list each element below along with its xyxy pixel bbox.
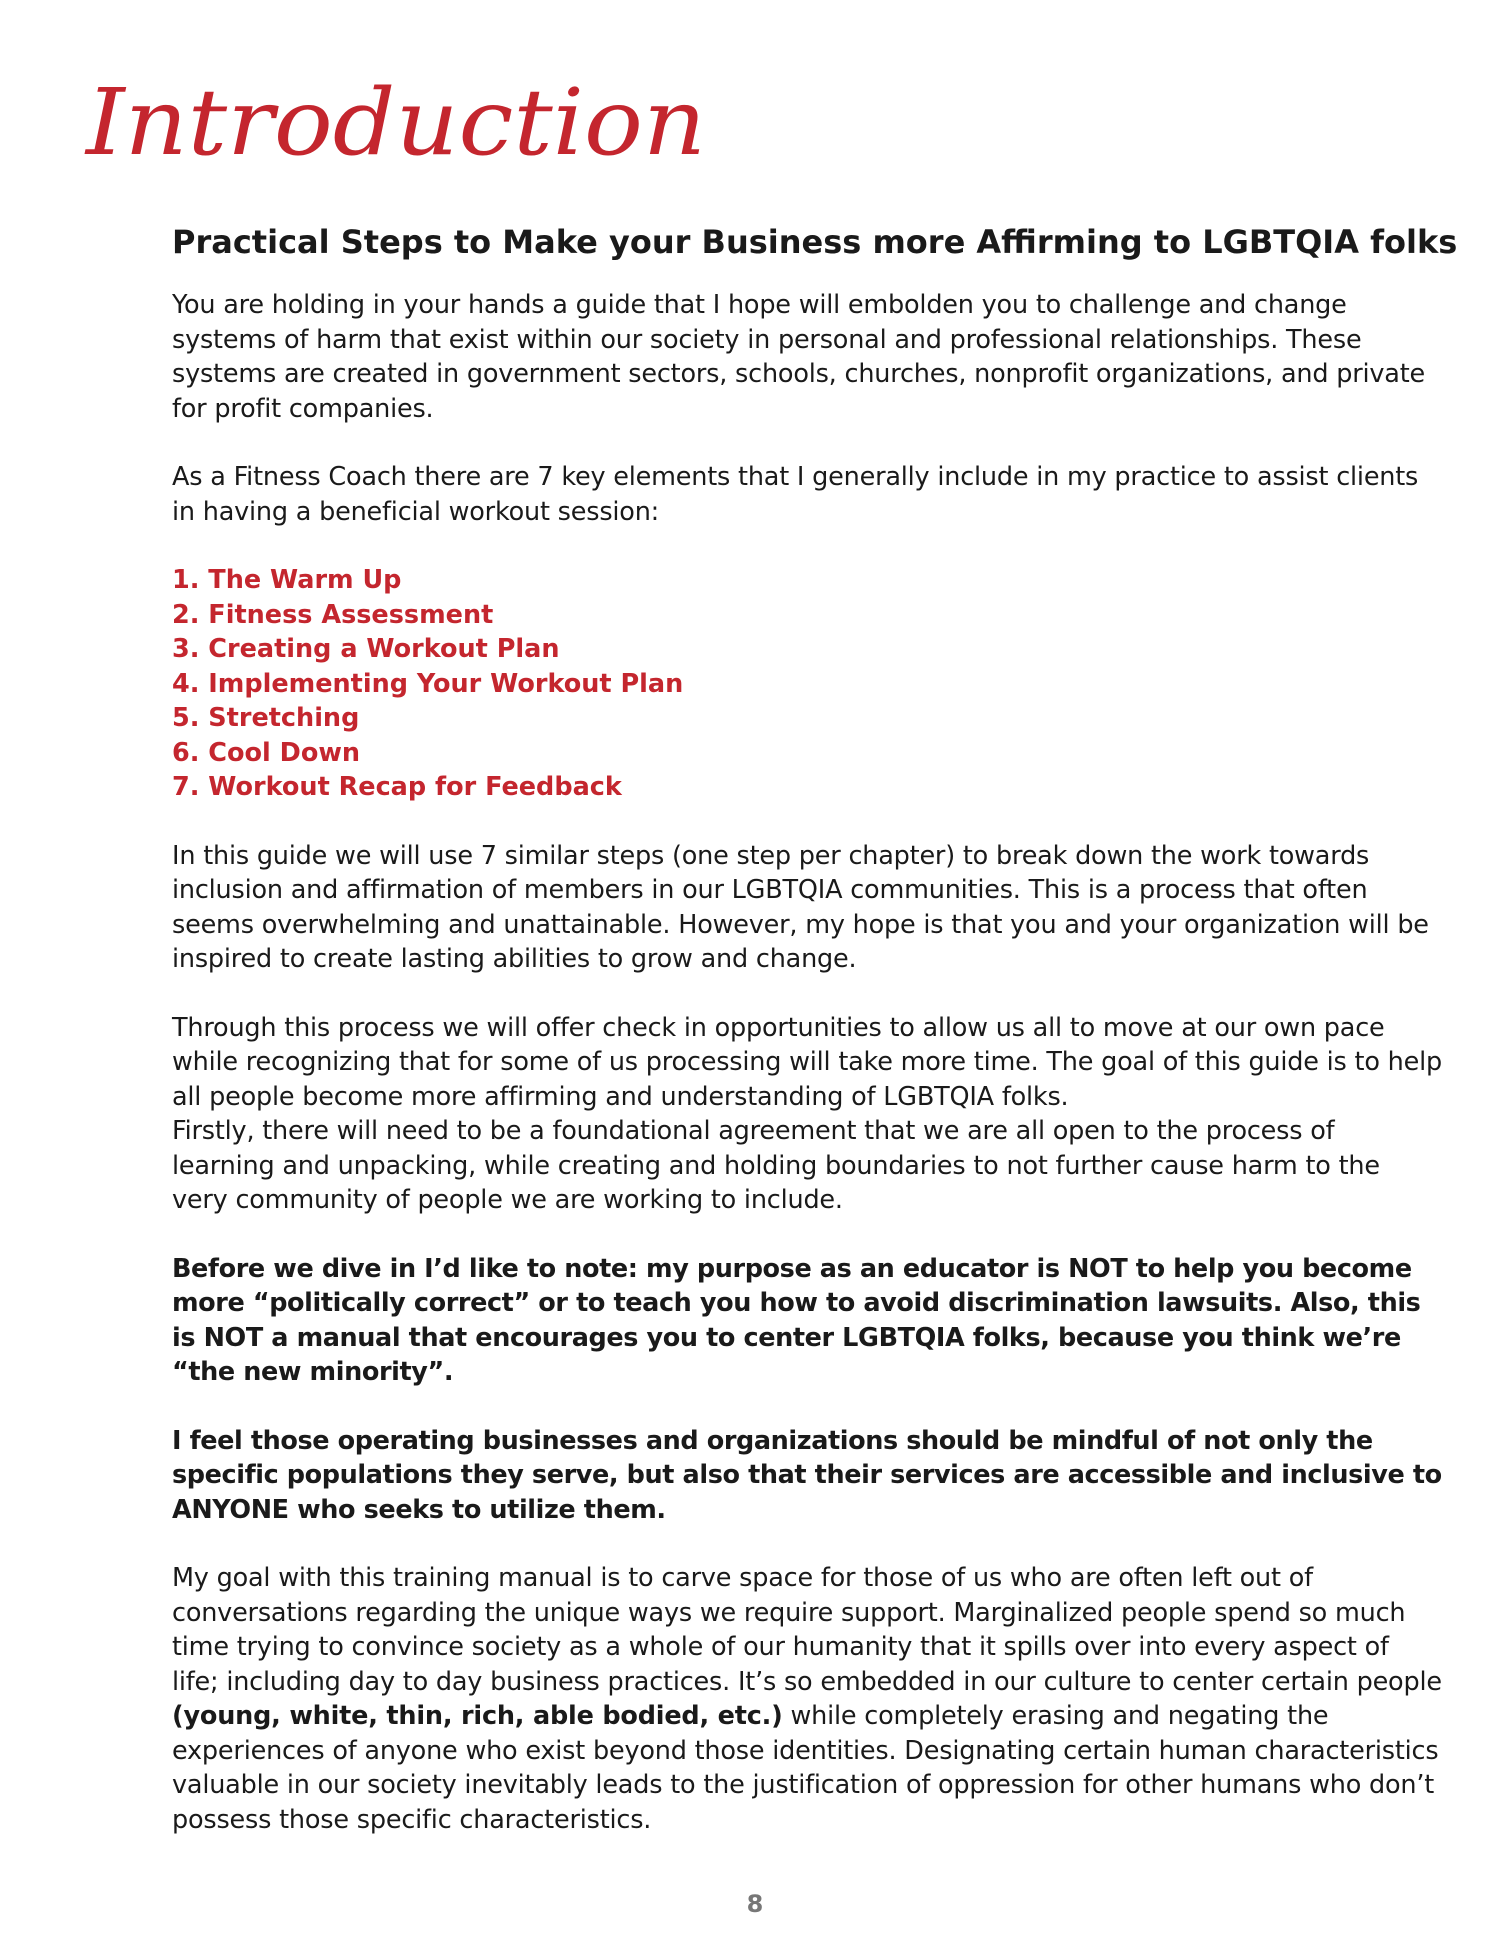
process-paragraph: Through this process we will offer check in opportunities to allow us all to move at our own pace while recognizing that for some of us processing will take more time. The goal of this guide is to help all people become more affirming and understanding of LGBTQIA folks. [172,1012,1442,1112]
step-item: 4. Implementing Your Workout Plan [172,668,684,699]
educator-note-paragraph: Before we dive in I’d like to note: my purpose as an educator is NOT to help you become more “politically correct” or to teach you how to avoid discrimination lawsuits. Also, this is NOT a manual that encourages you to center LGBTQIA folks, because you think we’re “the new minority”. [172,1253,1421,1387]
businesses-mindful-paragraph: I feel those operating businesses and organizations should be mindful of not only the specific populations they serve, but also that their services are accessible and inclusive to ANYONE who seeks to utilize them. [172,1425,1442,1525]
step-item: 2. Fitness Assessment [172,599,494,630]
guide-steps-paragraph: In this guide we will use 7 similar steps (one step per chapter) to break down the work towards inclusion and affirmation of members in our LGBTQIA communities. This is a process that often seems overwhelming and unattainable. However, my hope is that you and your organization will be inspired to create lasting abilities to grow and change. [172,840,1429,974]
step-item: 1. The Warm Up [172,565,402,595]
goal-text-end: while completely erasing and negating the experiences of anyone who exist beyond those identities. Designating certain human characteristics valuable in our society inevitably leads to the justification of oppression for other humans who don’t possess those specific characteristics. [172,1701,1439,1835]
foundational-agreement-paragraph: Firstly, there will need to be a foundational agreement that we are all open to the process of learning and unpacking, while creating and holding boundaries to not further cause harm to the very community of people we are working to include. [172,1116,1380,1215]
steps-list [172,563,1442,805]
step-item: 3. Creating a Workout Plan [172,634,560,664]
step-item: 5. Stretching [172,703,360,733]
script-title-text: Introduction [83,69,706,176]
goal-text-start: My goal with this training manual is to carve space for those of us who are often left out of conversations regarding the unique ways we require support. Marginalized people spend so much time trying to convince society as a whole of our humanity that it spills over into every aspect of life; including day to day business practices. It’s so embedded in our culture to center certain people [172,1563,1442,1697]
goal-text-bold: (young, white, thin, rich, able bodied, etc.) [172,1701,783,1731]
section-heading: Practical Steps to Make your Business more Affirming to LGBTQIA folks [172,223,1458,261]
goal-paragraph [172,1561,1442,1837]
main-content [172,220,1458,1871]
intro-paragraph: You are holding in your hands a guide that I hope will embolden you to challenge and change systems of harm that exist within our society in personal and professional relationships. These systems are created in government sectors, schools, churches, nonprofit organizations, and private for profit companies. [172,290,1426,424]
page-number: 8 [746,1890,764,1918]
step-item: 6. Cool Down [172,737,361,768]
step-item: 7. Workout Recap for Feedback [172,772,622,802]
page-title [80,62,720,192]
fitness-coach-paragraph: As a Fitness Coach there are 7 key elements that I generally include in my practice to assist clients in having a beneficial workout session: [172,462,1419,527]
script-title-graphic [80,62,720,192]
